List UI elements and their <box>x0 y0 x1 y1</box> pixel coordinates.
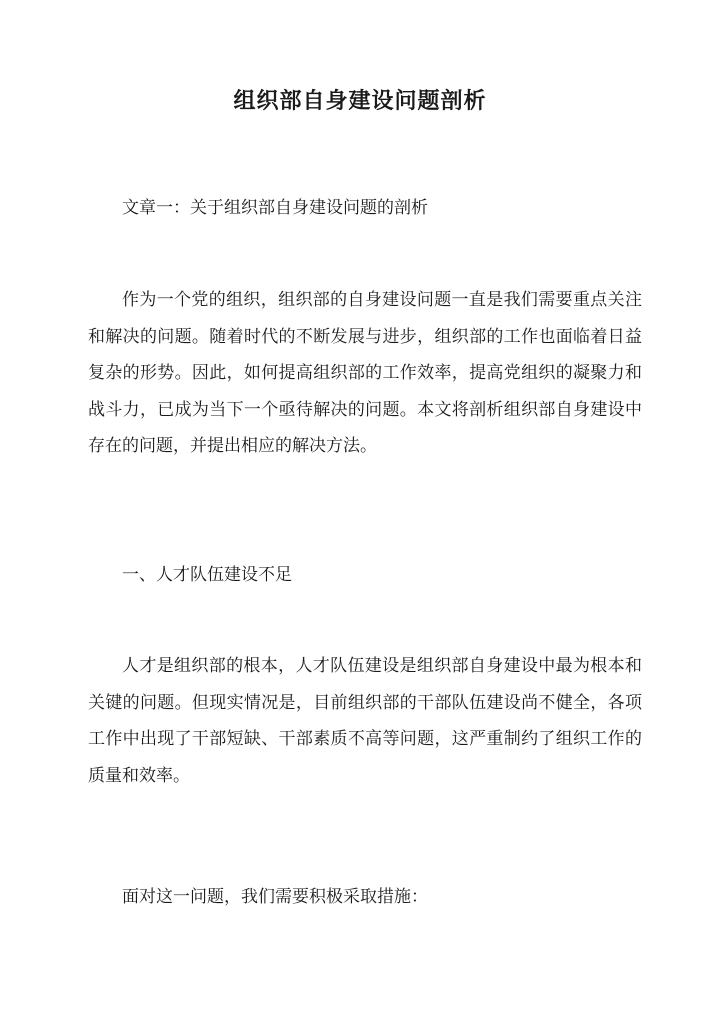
section-paragraph: 人才是组织部的根本，人才队伍建设是组织部自身建设中最为根本和关键的问题。但现实情况是，目前组织部的干部队伍建设尚不健全，各项工作中出现了干部短缺、干部素质不高等问题，这严重制约了组织工作的质量和效率。 <box>88 656 642 786</box>
article-subtitle: 文章一：关于组织部自身建设问题的剖析 <box>122 198 428 218</box>
intro-paragraph: 作为一个党的组织，组织部的自身建设问题一直是我们需要重点关注和解决的问题。随着时代的不断发展与进步，组织部的工作也面临着日益复杂的形势。因此，如何提高组织部的工作效率，提高党组织的凝聚力和战斗力，已成为当下一个亟待解决的问题。本文将剖析组织部自身建设中存在的问题，并提出相应的解决方法。 <box>88 290 642 456</box>
measures-intro: 面对这一问题，我们需要积极采取措施： <box>122 887 428 907</box>
document-title: 组织部自身建设问题剖析 <box>233 88 487 114</box>
section-heading: 一、人才队伍建设不足 <box>122 565 292 585</box>
